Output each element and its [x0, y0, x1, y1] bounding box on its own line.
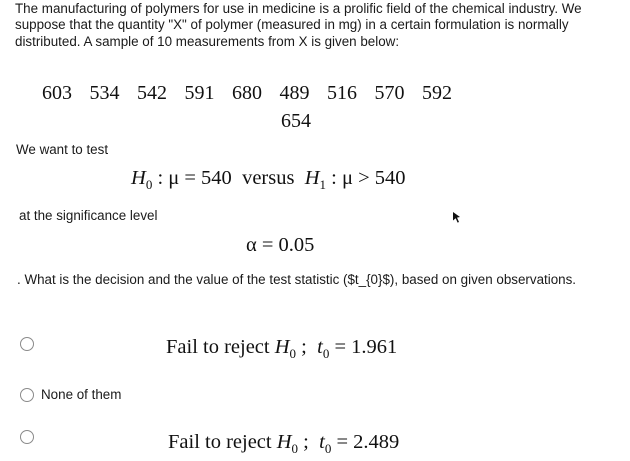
versus-text: versus	[242, 167, 295, 189]
option-3-separator: ;	[298, 431, 320, 453]
question-intro: The manufacturing of polymers for use in medicine is a prolific field of the chemical industry. We suppose that the quantity "X" of polymer (measured in mg) in a certain formulation is normally distributed. A sample of 10 measurements from X is given below:	[15, 1, 582, 49]
option-1-t-symbol: t	[317, 336, 323, 358]
option-1-decision: Fail to reject	[166, 336, 275, 358]
alpha-value: α = 0.05	[246, 234, 315, 256]
sample-value: 654	[281, 110, 311, 132]
sample-value: 591	[184, 82, 215, 104]
sample-value: 489	[279, 82, 310, 104]
option-3-t-symbol: t	[319, 431, 325, 453]
option-1-h-symbol: H	[274, 336, 290, 358]
option-3-h-sub: 0	[291, 441, 299, 457]
option-3-t-sub: 0	[324, 441, 332, 457]
h1-symbol: H	[304, 167, 320, 189]
option-1-t-value: = 1.961	[329, 336, 398, 358]
answer-option-2[interactable]	[0, 383, 630, 409]
h1-subscript: 1	[319, 177, 327, 193]
option-3-decision: Fail to reject	[168, 431, 277, 453]
option-1-t-sub: 0	[322, 346, 330, 362]
option-2-radio[interactable]	[20, 388, 34, 402]
significance-intro: at the significance level	[19, 208, 158, 223]
option-3-t-value: = 2.489	[331, 431, 400, 453]
option-3-radio[interactable]	[20, 430, 34, 444]
h0-symbol: H	[131, 167, 146, 189]
test-intro: We want to test	[16, 142, 109, 157]
option-1-text	[166, 336, 397, 362]
h1-statement: : μ > 540	[326, 167, 406, 189]
hypothesis	[131, 167, 406, 193]
sample-value: 542	[137, 82, 167, 104]
mouse-cursor-icon	[450, 210, 462, 224]
sample-value: 570	[374, 82, 405, 104]
option-3-h-symbol: H	[276, 431, 292, 453]
h0-subscript: 0	[145, 177, 153, 193]
sample-value: 516	[327, 82, 357, 104]
answer-option-1[interactable]	[0, 330, 630, 370]
sample-value: 680	[232, 82, 262, 104]
option-1-h-sub: 0	[289, 346, 297, 362]
sample-value: 603	[42, 82, 72, 104]
answer-option-3[interactable]	[0, 426, 630, 461]
option-1-separator: ;	[296, 336, 318, 358]
sample-value: 534	[89, 82, 120, 104]
option-3-text	[168, 431, 399, 457]
option-1-radio[interactable]	[20, 337, 34, 351]
h0-statement: : μ = 540	[152, 167, 232, 189]
question-prompt: . What is the decision and the value of the test statistic ($t_{0}$), based on given observations.	[17, 272, 577, 287]
option-2-text: None of them	[41, 387, 122, 402]
sample-value: 592	[422, 82, 452, 104]
sample-values	[42, 80, 562, 134]
